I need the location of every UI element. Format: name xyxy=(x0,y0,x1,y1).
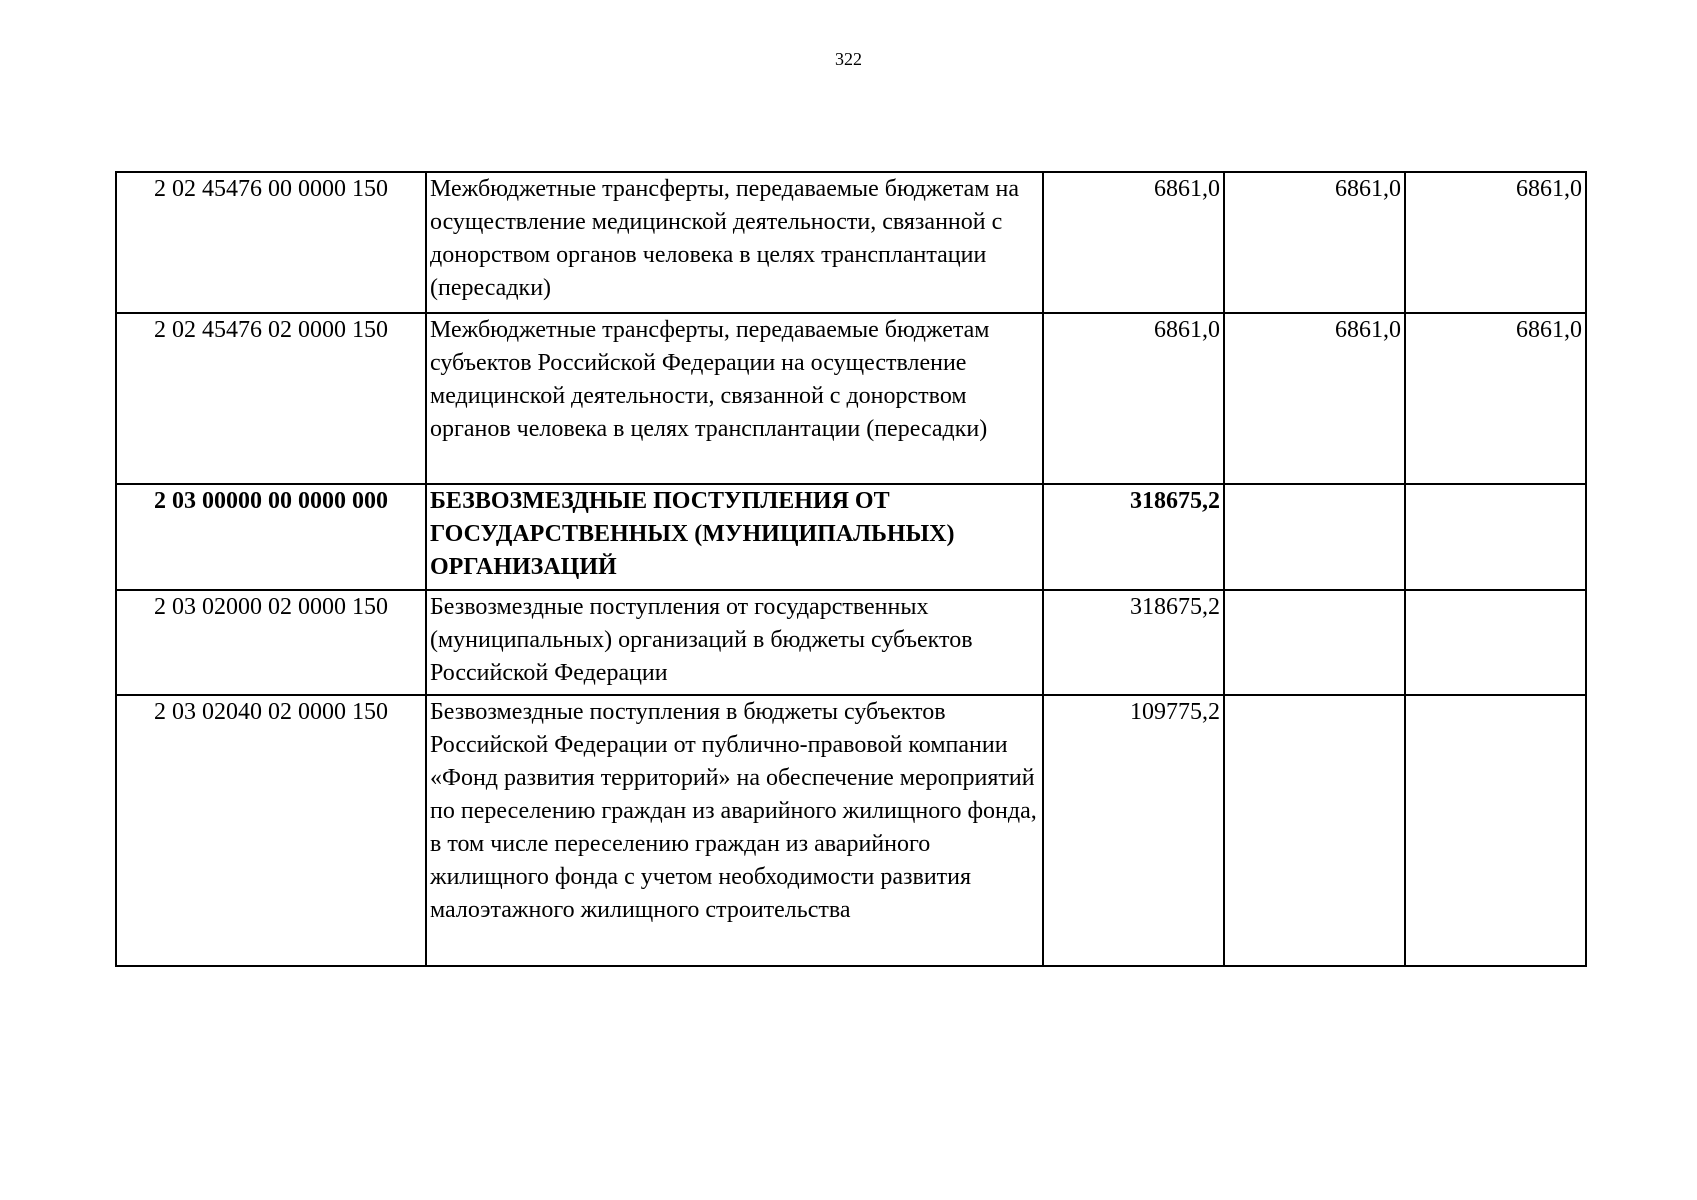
table-row-section xyxy=(116,484,1586,590)
revenue-name-cell: Межбюджетные трансферты, передаваемые бюджетам на осуществление медицинской деятельности, связанной с донорством органов человека в целях трансплантации (пересадки) xyxy=(426,172,1043,313)
table-row xyxy=(116,313,1586,484)
amount-cell-2 xyxy=(1224,695,1405,966)
budget-code-cell: 2 03 00000 00 0000 000 xyxy=(116,484,426,590)
amount-cell-2: 6861,0 xyxy=(1224,172,1405,313)
revenue-name-cell: Безвозмездные поступления от государственных (муниципальных) организаций в бюджеты субъектов Российской Федерации xyxy=(426,590,1043,695)
amount-cell-1: 6861,0 xyxy=(1043,313,1224,484)
table-row xyxy=(116,172,1586,313)
budget-code-cell: 2 02 45476 02 0000 150 xyxy=(116,313,426,484)
budget-code-cell: 2 03 02000 02 0000 150 xyxy=(116,590,426,695)
amount-cell-3 xyxy=(1405,695,1586,966)
revenue-name-cell: БЕЗВОЗМЕЗДНЫЕ ПОСТУПЛЕНИЯ ОТ ГОСУДАРСТВЕННЫХ (МУНИЦИПАЛЬНЫХ) ОРГАНИЗАЦИЙ xyxy=(426,484,1043,590)
table-row xyxy=(116,695,1586,966)
budget-code-cell: 2 02 45476 00 0000 150 xyxy=(116,172,426,313)
amount-cell-2 xyxy=(1224,590,1405,695)
amount-cell-1: 6861,0 xyxy=(1043,172,1224,313)
table-row xyxy=(116,590,1586,695)
amount-cell-3 xyxy=(1405,484,1586,590)
budget-revenue-table xyxy=(115,171,1587,967)
revenue-name-cell: Межбюджетные трансферты, передаваемые бюджетам субъектов Российской Федерации на осуществление медицинской деятельности, связанной с донорством органов человека в целях трансплантации (пересадки) xyxy=(426,313,1043,484)
amount-cell-2: 6861,0 xyxy=(1224,313,1405,484)
page-number: 322 xyxy=(835,49,862,69)
budget-code-cell: 2 03 02040 02 0000 150 xyxy=(116,695,426,966)
amount-cell-2 xyxy=(1224,484,1405,590)
amount-cell-3 xyxy=(1405,590,1586,695)
amount-cell-3: 6861,0 xyxy=(1405,313,1586,484)
amount-cell-1: 109775,2 xyxy=(1043,695,1224,966)
amount-cell-1: 318675,2 xyxy=(1043,484,1224,590)
amount-cell-1: 318675,2 xyxy=(1043,590,1224,695)
amount-cell-3: 6861,0 xyxy=(1405,172,1586,313)
revenue-name-cell: Безвозмездные поступления в бюджеты субъектов Российской Федерации от публично-правовой компании «Фонд развития территорий» на обеспечение мероприятий по переселению граждан из аварийного жилищного фонда, в том числе переселению граждан из аварийного жилищного фонда с учетом необходимости развития малоэтажного жилищного строительства xyxy=(426,695,1043,966)
